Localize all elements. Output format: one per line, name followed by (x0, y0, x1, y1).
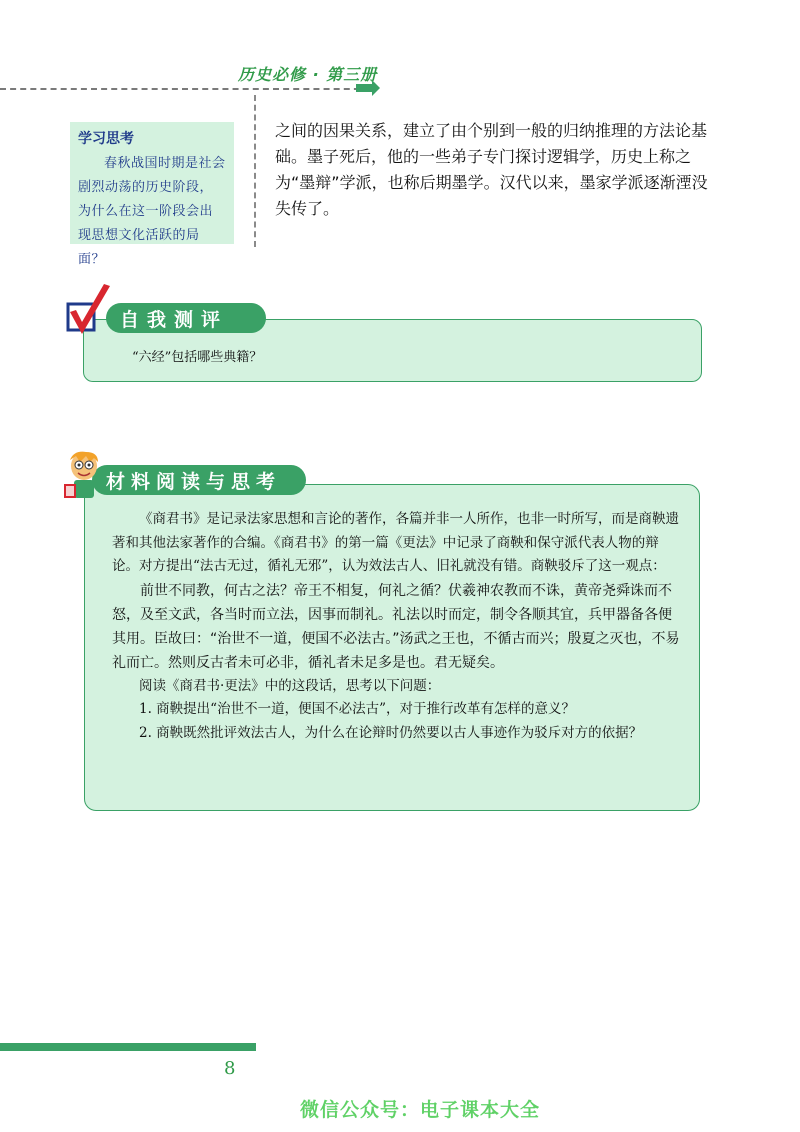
checkmark-icon (62, 282, 114, 340)
reading-intro: 《商君书》是记录法家思想和言论的著作，各篇并非一人所作，也非一时所写，而是商鞅遗著和其他法家著作的合编。《商君书》的第一篇《更法》中记录了商鞅和保守派代表人物的辩论。对方提出“法古无过，循礼无邪”，认为效法古人、旧礼就没有错。商鞅驳斥了这一观点： (112, 511, 679, 574)
reading-question-1: 1. 商鞅提出“治世不一道，便国不必法古”，对于推行改革有怎样的意义？ (139, 701, 575, 717)
study-think-body: 春秋战国时期是社会剧烈动荡的历史阶段，为什么在这一阶段会出现思想文化活跃的局面？ (78, 156, 226, 267)
arrow-right-icon (356, 80, 380, 96)
header-dashed-rule (0, 88, 370, 90)
footer-bar (0, 1043, 256, 1051)
study-think-box (70, 122, 234, 267)
column-divider (254, 95, 256, 247)
main-paragraph: 之间的因果关系，建立了由个别到一般的归纳推理的方法论基础。墨子死后，他的一些弟子专门探讨逻辑学，历史上称之为“墨辩”学派，也称后期墨学。汉代以来，墨家学派逐渐湮没失传了。 (275, 121, 708, 218)
student-cartoon-icon (60, 450, 104, 502)
self-test-label: 自我测评 (106, 303, 266, 333)
page-number: 8 (224, 1058, 236, 1079)
watermark-text: 微信公众号：电子课本大全 (300, 1099, 541, 1121)
study-think-title: 学习思考 (78, 131, 134, 147)
self-test-question: “六经”包括哪些典籍？ (132, 350, 263, 365)
running-header-title: 历史必修 · 第三册 (238, 65, 378, 84)
reading-prompt: 阅读《商君书·更法》中的这段话，思考以下问题： (139, 677, 441, 694)
reading-quote: 前世不同教，何古之法？帝王不相复，何礼之循？伏羲神农教而不诛，黄帝尧舜诛而不怒，及至文武，各当时而立法，因事而制礼。礼法以时而定，制令各顺其宜，兵甲器备各便其用。臣故曰：“治世不一道，便国不必法古。”汤武之王也，不循古而兴；殷夏之灭也，不易礼而亡。然则反古者未可必非，循礼者未足多是也。君无疑矣。 (112, 582, 680, 671)
reading-label: 材料阅读与思考 (92, 465, 306, 495)
reading-question-2: 2. 商鞅既然批评效法古人，为什么在论辩时仍然要以古人事迹作为驳斥对方的依据？ (139, 724, 643, 741)
reading-content (112, 508, 682, 745)
